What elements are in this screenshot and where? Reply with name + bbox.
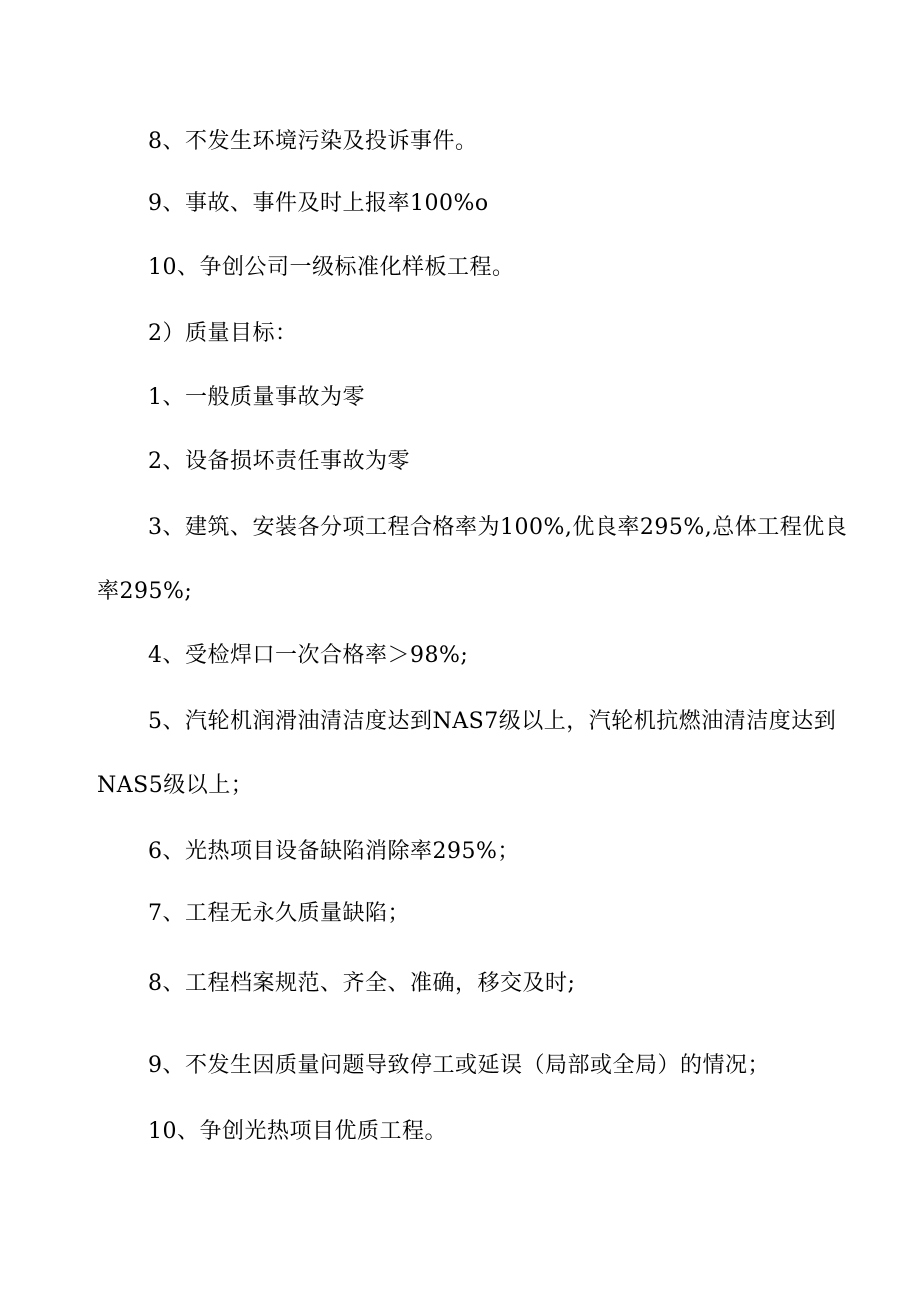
paragraph-line: 9、事故、事件及时上报率100%o: [148, 191, 489, 216]
paragraph-line-continuation: NAS5级以上；: [97, 773, 254, 798]
paragraph-line: 4、受检焊口一次合格率＞98%;: [148, 643, 469, 668]
paragraph-line-continuation: 率295%;: [97, 579, 193, 604]
paragraph-line: 9、不发生因质量问题导致停工或延误（局部或全局）的情况；: [148, 1053, 770, 1078]
paragraph-line: 8、不发生环境污染及投诉事件。: [148, 129, 478, 154]
paragraph-line: 3、建筑、安装各分项工程合格率为100%,优良率295%,总体工程优良: [148, 515, 848, 540]
paragraph-line: 8、工程档案规范、齐全、准确，移交及时;: [148, 971, 576, 996]
paragraph-line: 10、争创公司一级标准化样板工程。: [148, 255, 515, 280]
paragraph-line: 2、设备损坏责任事故为零: [148, 449, 410, 474]
section-heading: 2）质量目标：: [148, 321, 298, 346]
paragraph-line: 6、光热项目设备缺陷消除率295%；: [148, 839, 520, 864]
paragraph-line: 10、争创光热项目优质工程。: [148, 1119, 447, 1144]
paragraph-line: 5、汽轮机润滑油清洁度达到NAS7级以上，汽轮机抗燃油清洁度达到: [148, 709, 837, 734]
paragraph-line: 7、工程无永久质量缺陷；: [148, 901, 410, 926]
paragraph-line: 1、一般质量事故为零: [148, 385, 365, 410]
